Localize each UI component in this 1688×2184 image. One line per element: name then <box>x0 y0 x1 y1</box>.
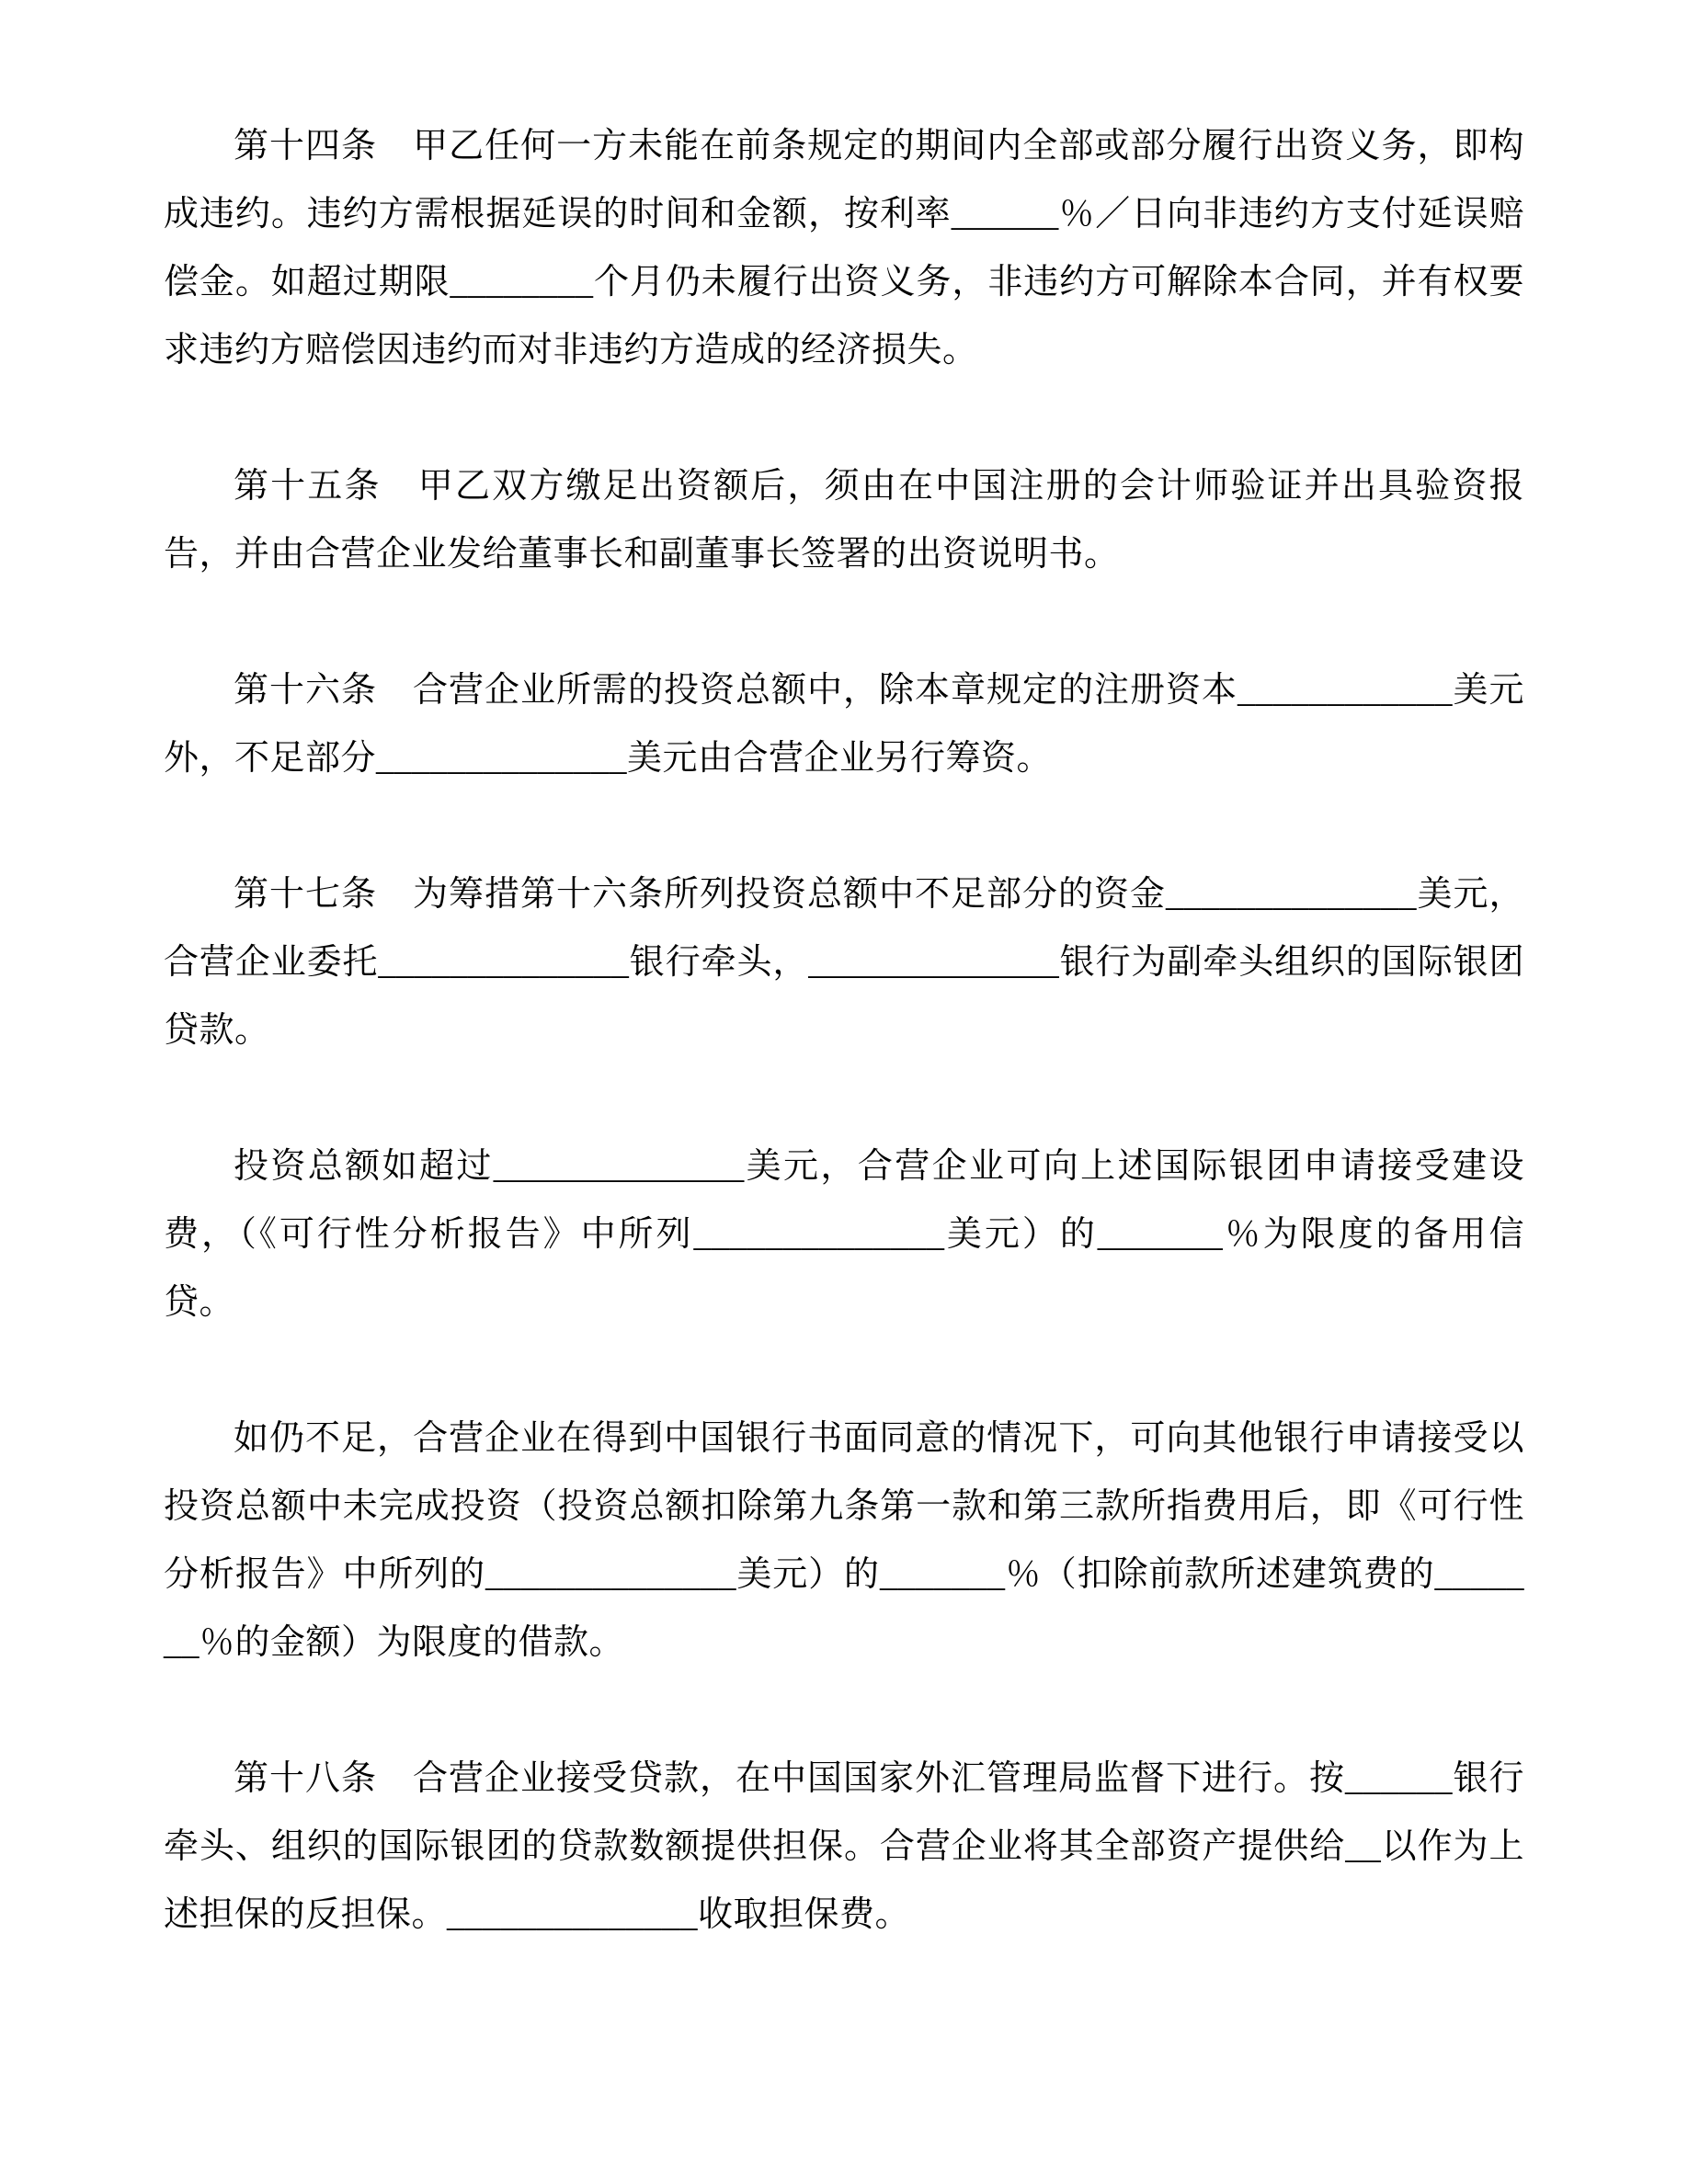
paragraph-article-14: 第十四条 甲乙任何一方未能在前条规定的期间内全部或部分履行出资义务，即构成违约。违约方需根据延误的时间和金额，按利率______％／日向非违约方支付延误赔偿金。如超过期限________个月仍未履行出资义务，非违约方可解除本合同，并有权要求违约方赔偿因违约而对非违约方造成的经济损失。 <box>164 127 1524 370</box>
paragraph-article-17: 第十七条 为筹措第十六条所列投资总额中不足部分的资金______________美元，合营企业委托______________银行牵头，______________银行为副牵头组织的国际银团贷款。 <box>164 875 1524 1050</box>
paragraph-article-17-continuation-1: 投资总额如超过______________美元，合营企业可向上述国际银团申请接受建设费，（《可行性分析报告》中所列______________美元）的_______％为限度的备用信贷。 <box>164 1147 1524 1322</box>
paragraph-article-16: 第十六条 合营企业所需的投资总额中，除本章规定的注册资本____________美元外，不足部分______________美元由合营企业另行筹资。 <box>164 671 1524 778</box>
paragraph-article-17-continuation-2: 如仍不足，合营企业在得到中国银行书面同意的情况下，可向其他银行申请接受以投资总额中未完成投资（投资总额扣除第九条第一款和第三款所指费用后，即《可行性分析报告》中所列的______________美元）的_______％（扣除前款所述建筑费的_______％的金额）为限度的借款。 <box>164 1419 1524 1662</box>
paragraph-article-15: 第十五条 甲乙双方缴足出资额后，须由在中国注册的会计师验证并出具验资报告，并由合营企业发给董事长和副董事长签署的出资说明书。 <box>164 467 1524 574</box>
paragraph-article-18: 第十八条 合营企业接受贷款，在中国国家外汇管理局监督下进行。按______银行牵头、组织的国际银团的贷款数额提供担保。合营企业将其全部资产提供给__以作为上述担保的反担保。______________收取担保费。 <box>164 1759 1524 1934</box>
document-body <box>164 112 1524 1949</box>
